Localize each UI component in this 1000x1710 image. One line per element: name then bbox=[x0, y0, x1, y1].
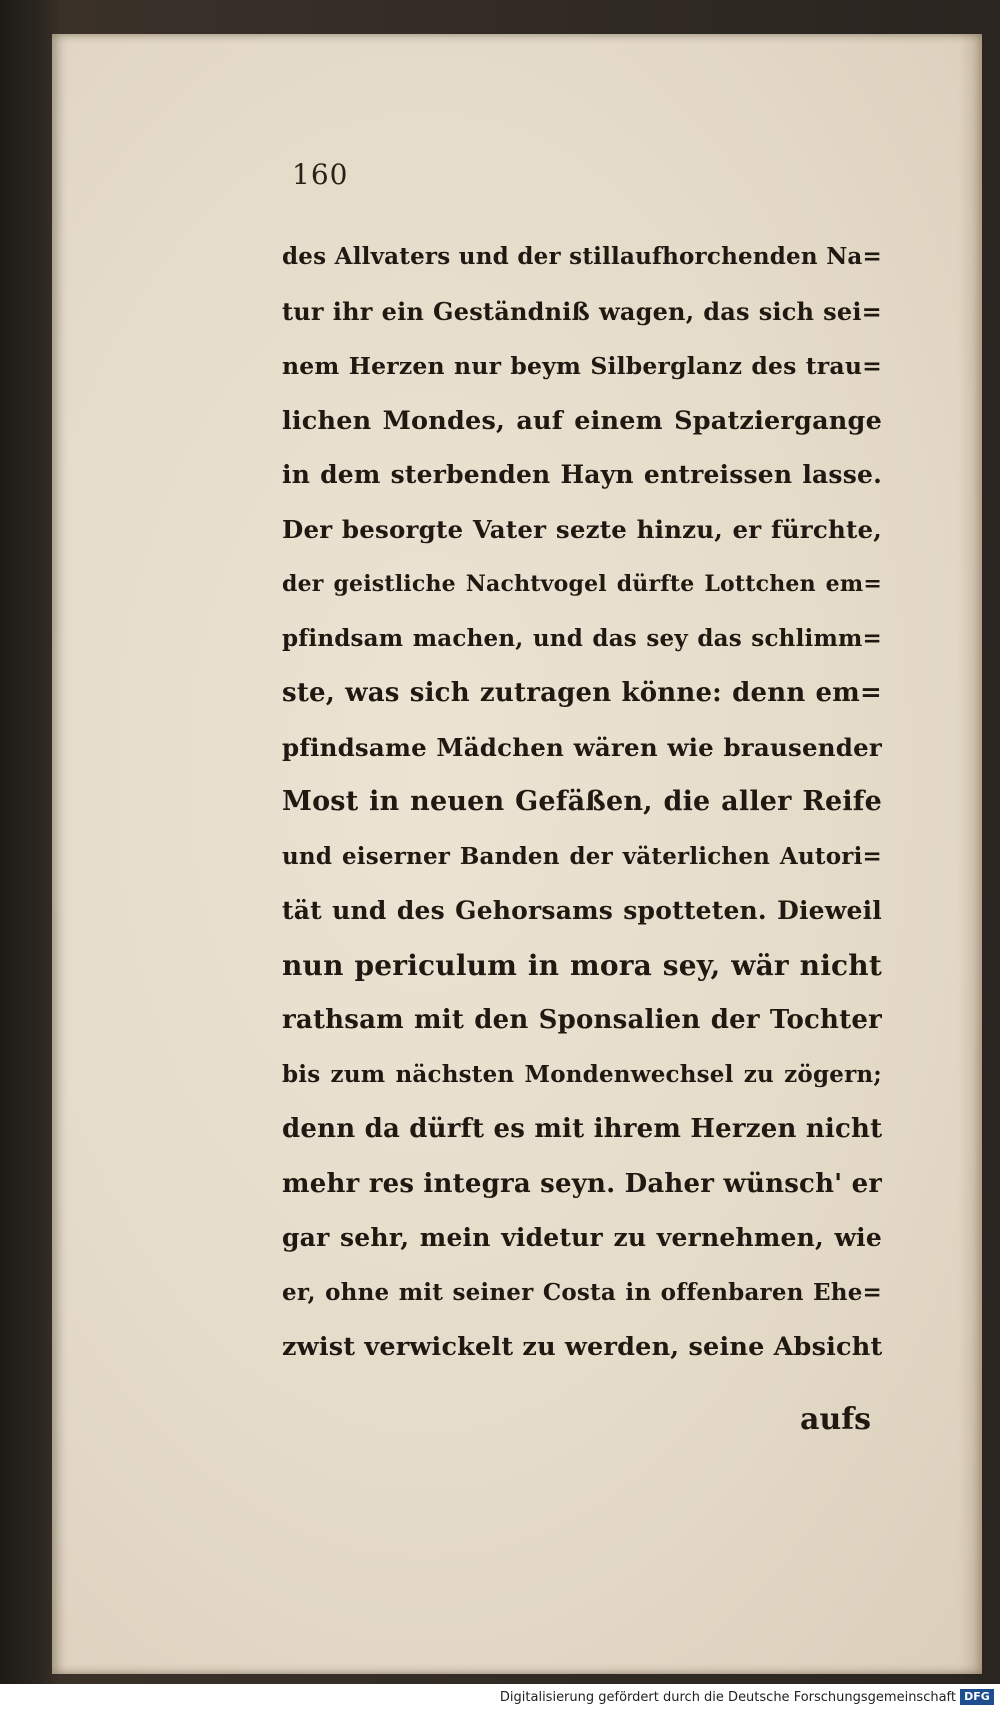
text-line: mehr res integra seyn. Daher wünsch' er bbox=[282, 1168, 882, 1199]
text-line: nem Herzen nur beym Silberglanz des trau= bbox=[282, 352, 882, 380]
text-line: rathsam mit den Sponsalien der Tochter bbox=[282, 1005, 882, 1035]
text-line: denn da dürft es mit ihrem Herzen nicht bbox=[282, 1114, 882, 1144]
text-line: pfindsam machen, und das sey das schlimm= bbox=[282, 624, 882, 652]
text-line: ste, was sich zutragen könne: denn em= bbox=[282, 678, 882, 708]
text-line: nun periculum in mora sey, wär nicht bbox=[282, 948, 882, 982]
text-line: Der besorgte Vater sezte hinzu, er fürchte, bbox=[282, 514, 882, 544]
text-line: gar sehr, mein videtur zu vernehmen, wie bbox=[282, 1223, 882, 1252]
funding-credit: Digitalisierung gefördert durch die Deutsche Forschungsgemeinschaft bbox=[499, 1690, 956, 1705]
body-text bbox=[282, 230, 882, 1375]
text-line: tur ihr ein Geständniß wagen, das sich sei= bbox=[282, 296, 882, 326]
text-line: Most in neuen Gefäßen, die aller Reife bbox=[282, 786, 882, 817]
text-line: tät und des Gehorsams spotteten. Dieweil bbox=[282, 896, 882, 925]
text-line: er, ohne mit seiner Costa in offenbaren Ehe= bbox=[282, 1278, 882, 1306]
footer-bar bbox=[0, 1684, 1000, 1710]
page-edge bbox=[958, 34, 982, 1674]
text-line: des Allvaters und der stillaufhorchenden Na= bbox=[282, 243, 882, 270]
text-line: bis zum nächsten Mondenwechsel zu zögern; bbox=[282, 1060, 882, 1088]
dfg-logo-icon: DFG bbox=[960, 1689, 994, 1705]
text-line: lichen Mondes, auf einem Spatziergange bbox=[282, 405, 882, 436]
text-line: und eiserner Banden der väterlichen Autori= bbox=[282, 842, 882, 870]
text-line: pfindsame Mädchen wären wie brausender bbox=[282, 732, 882, 762]
text-line: der geistliche Nachtvogel dürfte Lottchen em= bbox=[282, 571, 882, 597]
text-line: zwist verwickelt zu werden, seine Absicht bbox=[282, 1332, 882, 1362]
page-number: 160 bbox=[292, 158, 349, 191]
catchword: aufs bbox=[800, 1402, 872, 1437]
text-line: in dem sterbenden Hayn entreissen lasse. bbox=[282, 460, 882, 489]
